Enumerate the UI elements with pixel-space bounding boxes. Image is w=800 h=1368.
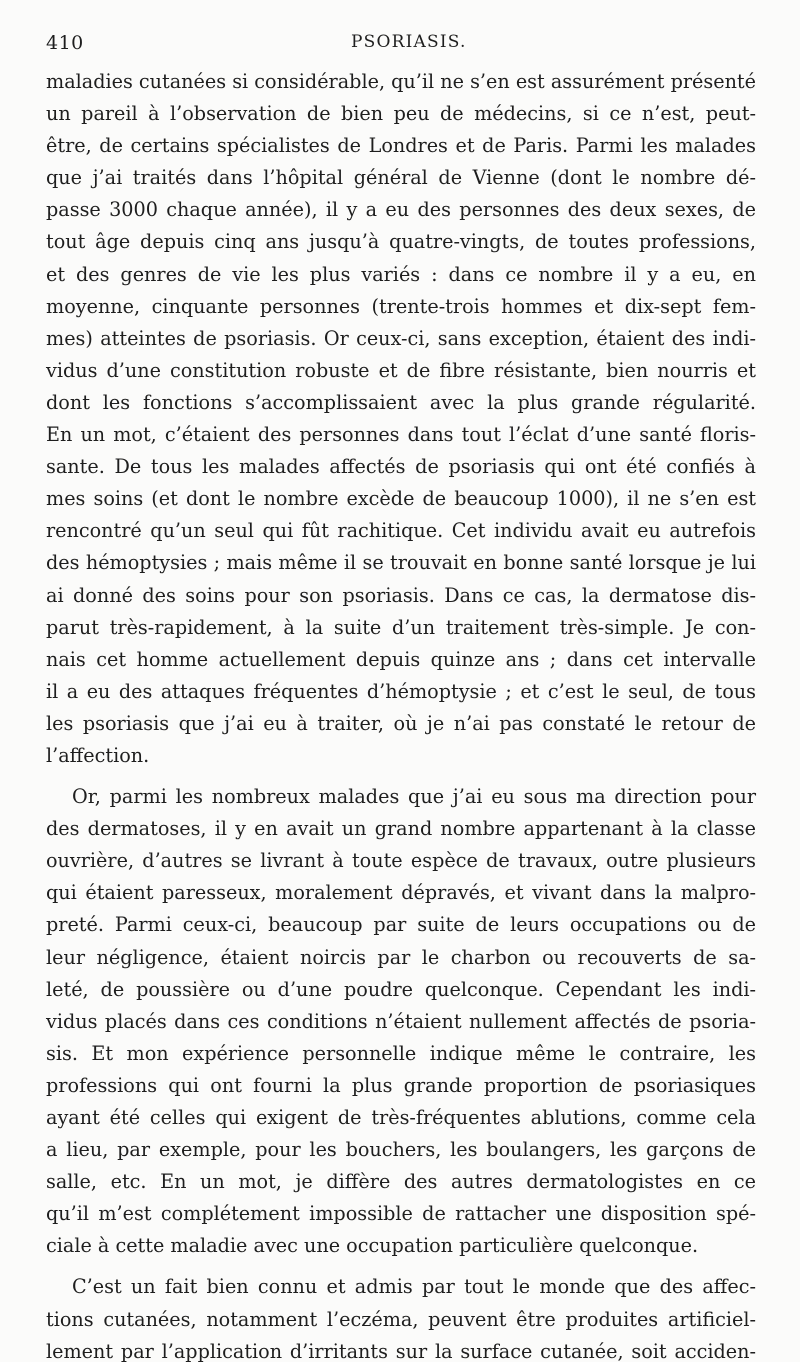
paragraph-1: [46, 66, 756, 772]
text-line: Or, parmi les nombreux malades que j’ai eu sous ma direction pour: [72, 785, 756, 809]
text-line: ayant été celles qui exigent de très-fréquentes ablutions, comme cela: [46, 1106, 756, 1129]
text-line: sis. Et mon expérience personnelle indique même le contraire, les: [46, 1041, 756, 1065]
text-line: lement par l’application d’irritants sur la surface cutanée, soit acciden-: [46, 1339, 756, 1363]
text-line: leur négligence, étaient noircis par le charbon ou recouverts de sa-: [46, 945, 756, 969]
page-number: 410: [46, 32, 84, 54]
text-line: et des genres de vie les plus variés : dans ce nombre il y a eu, en: [46, 262, 756, 286]
running-title: PSORIASIS.: [351, 32, 467, 52]
text-line: passe 3000 chaque année), il y a eu des personnes des deux sexes, de: [46, 198, 756, 222]
text-line: parut très-rapidement, à la suite d’un traitement très-simple. Je con-: [46, 615, 756, 639]
text-line: vidus placés dans ces conditions n’étaient nullement affectés de psoria-: [46, 1009, 756, 1033]
paragraph-3: [46, 1271, 756, 1367]
text-line: être, de certains spécialistes de Londres et de Paris. Parmi les malades: [46, 134, 756, 158]
text-line: tout âge depuis cinq ans jusqu’à quatre-vingts, de toutes professions,: [46, 230, 756, 254]
body-text: [46, 66, 756, 1368]
text-line: leté, de poussière ou d’une poudre quelconque. Cependant les indi-: [46, 977, 756, 1001]
paragraph-2: [46, 781, 756, 1262]
text-line: rencontré qu’un seul qui fût rachitique. Cet individu avait eu autrefois: [46, 519, 756, 543]
text-line: C’est un fait bien connu et admis par tout le monde que des affec-: [72, 1275, 756, 1299]
text-line: il a eu des attaques fréquentes d’hémoptysie ; et c’est le seul, de tous: [46, 679, 756, 703]
text-line: des dermatoses, il y en avait un grand nombre appartenant à la classe: [46, 817, 756, 841]
text-line: nais cet homme actuellement depuis quinze ans ; dans cet intervalle: [46, 647, 756, 671]
text-line: professions qui ont fourni la plus grande proportion de psoriasiques: [46, 1073, 756, 1097]
text-line: ouvrière, d’autres se livrant à toute espèce de travaux, outre plusieurs: [46, 849, 756, 873]
text-line: qu’il m’est complétement impossible de rattacher une disposition spé-: [46, 1202, 756, 1226]
text-line: mes soins (et dont le nombre excède de beaucoup 1000), il ne s’en est: [46, 487, 756, 511]
text-line: un pareil à l’observation de bien peu de médecins, si ce n’est, peut-: [46, 102, 756, 126]
text-line: sante. De tous les malades affectés de psoriasis qui ont été confiés à: [46, 455, 756, 479]
text-line: moyenne, cinquante personnes (trente-trois hommes et dix-sept fem-: [46, 294, 756, 318]
paragraph-gap: [46, 772, 756, 781]
text-line: dont les fonctions s’accomplissaient avec la plus grande régularité.: [46, 390, 756, 414]
text-line: ciale à cette maladie avec une occupation particulière quelconque.: [46, 1234, 699, 1258]
page-header: [46, 32, 756, 64]
text-line: a lieu, par exemple, pour les bouchers, les boulangers, les garçons de: [46, 1138, 756, 1162]
text-line: maladies cutanées si considérable, qu’il ne s’en est assurément présenté: [46, 70, 757, 93]
text-line: qui étaient paresseux, moralement dépravés, et vivant dans la malpro-: [46, 881, 756, 905]
text-line: En un mot, c’étaient des personnes dans tout l’éclat d’une santé floris-: [46, 423, 756, 447]
text-line: vidus d’une constitution robuste et de fibre résistante, bien nourris et: [46, 358, 756, 382]
text-line: mes) atteintes de psoriasis. Or ceux-ci, sans exception, étaient des indi-: [46, 326, 756, 350]
paragraph-gap: [46, 1262, 756, 1271]
text-line: salle, etc. En un mot, je diffère des autres dermatologistes en ce: [46, 1170, 756, 1194]
text-line: ai donné des soins pour son psoriasis. Dans ce cas, la dermatose dis-: [46, 583, 756, 607]
text-line: preté. Parmi ceux-ci, beaucoup par suite de leurs occupations ou de: [46, 913, 756, 937]
text-line: que j’ai traités dans l’hôpital général de Vienne (dont le nombre dé-: [46, 166, 756, 190]
text-line: les psoriasis que j’ai eu à traiter, où je n’ai pas constaté le retour de: [46, 711, 756, 735]
text-line: des hémoptysies ; mais même il se trouvait en bonne santé lorsque je lui: [46, 551, 756, 575]
text-line: tions cutanées, notamment l’eczéma, peuvent être produites artificiel-: [46, 1307, 756, 1331]
text-line: l’affection.: [46, 743, 150, 767]
